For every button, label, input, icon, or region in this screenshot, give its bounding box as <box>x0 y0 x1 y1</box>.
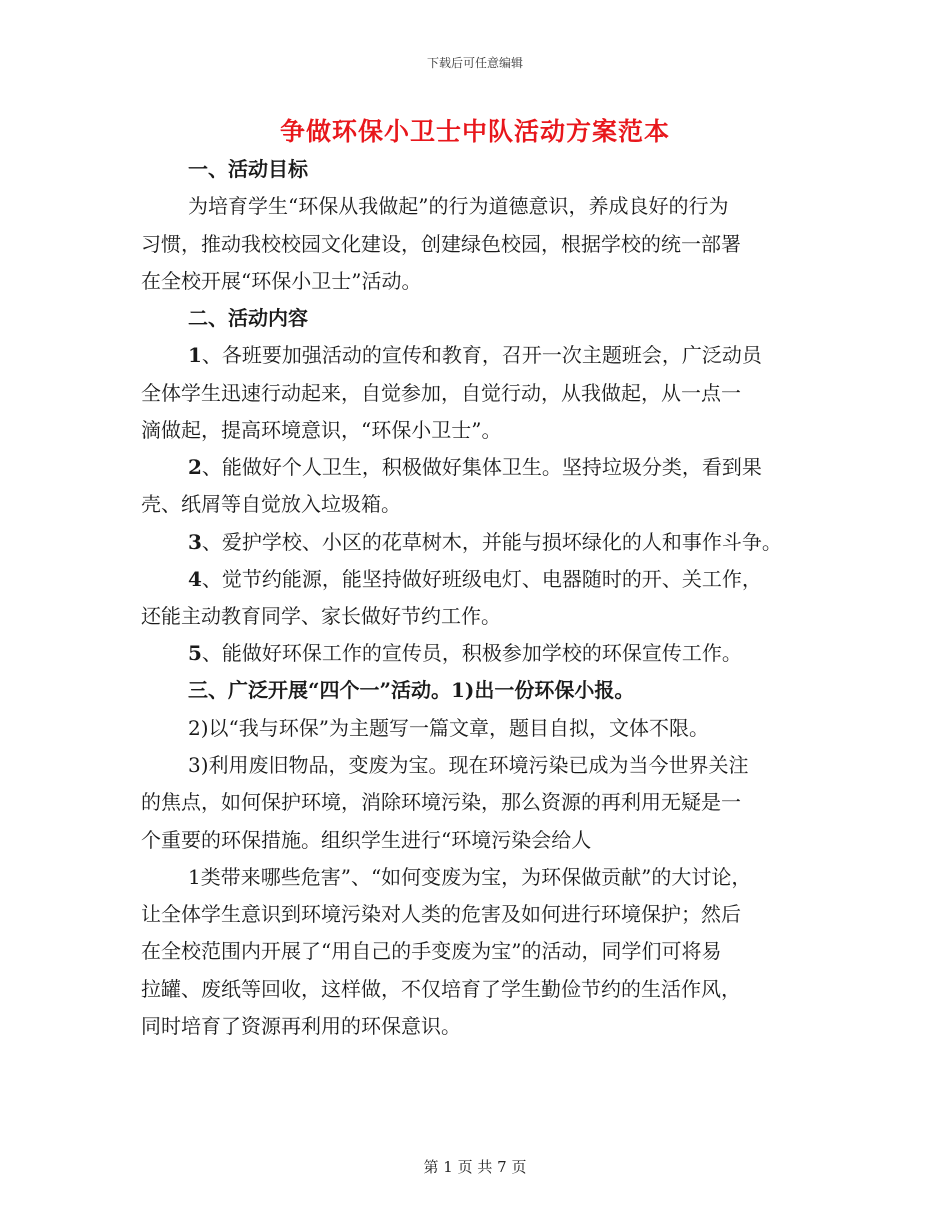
paragraph-line: 还能主动教育同学、家长做好节约工作。 <box>141 604 501 628</box>
list-item-2 <box>188 453 762 481</box>
paragraph-line: 个重要的环保措施。组织学生进行“环境污染会给人 <box>141 828 592 852</box>
item-number: 3 <box>188 530 202 554</box>
item-number: 4 <box>188 567 202 591</box>
list-item-3 <box>188 528 782 556</box>
section-heading-goals: 一、活动目标 <box>188 157 308 181</box>
paragraph-line: 让全体学生意识到环境污染对人类的危害及如何进行环境保护；然后 <box>141 902 741 926</box>
list-item-5 <box>188 639 742 667</box>
paragraph-line: 滴做起，提高环境意识，“环保小卫士”。 <box>141 418 502 442</box>
paragraph-line: 1类带来哪些危害”、“如何变废为宝，为环保做贡献”的大讨论， <box>188 865 752 889</box>
paragraph-line: 在全校范围内开展了“用自己的手变废为宝”的活动，同学们可将易 <box>141 939 722 963</box>
paragraph-line: 3)利用废旧物品，变废为宝。现在环境污染已成为当今世界关注 <box>188 753 749 777</box>
section-heading-content: 二、活动内容 <box>188 306 308 330</box>
list-item-1 <box>188 341 762 369</box>
item-number: 1 <box>188 343 202 367</box>
paragraph-line: 为培育学生“环保从我做起”的行为道德意识，养成良好的行为 <box>188 194 729 218</box>
paragraph-line: 的焦点，如何保护环境，消除环境污染，那么资源的再利用无疑是一 <box>141 790 741 814</box>
section-heading-activities: 三、广泛开展“四个一”活动。1)出一份环保小报。 <box>188 678 635 702</box>
paragraph-line: 壳、纸屑等自觉放入垃圾箱。 <box>141 492 401 516</box>
paragraph-line: 全体学生迅速行动起来，自觉参加，自觉行动，从我做起，从一点一 <box>141 381 741 405</box>
item-number: 5 <box>188 641 202 665</box>
paragraph-line: 2)以“我与环保”为主题写一篇文章，题目自拟，文体不限。 <box>188 716 709 740</box>
item-text: 、能做好个人卫生，积极做好集体卫生。坚持垃圾分类，看到果 <box>201 455 762 479</box>
item-text: 、觉节约能源，能坚持做好班级电灯、电器随时的开、关工作， <box>201 567 762 591</box>
page-footer: 第 1 页 共 7 页 <box>423 1158 527 1176</box>
list-item-4 <box>188 565 762 593</box>
document-title: 争做环保小卫士中队活动方案范本 <box>279 117 670 146</box>
paragraph-line: 拉罐、废纸等回收，这样做，不仅培育了学生勤俭节约的生活作风， <box>141 977 741 1001</box>
paragraph-line: 习惯，推动我校校园文化建设，创建绿色校园，根据学校的统一部署 <box>141 232 741 256</box>
item-number: 2 <box>188 455 202 479</box>
paragraph-line: 同时培育了资源再利用的环保意识。 <box>141 1014 461 1038</box>
item-text: 、能做好环保工作的宣传员，积极参加学校的环保宣传工作。 <box>201 641 742 665</box>
item-text: 、各班要加强活动的宣传和教育，召开一次主题班会，广泛动员 <box>201 343 762 367</box>
item-text: 、爱护学校、小区的花草树木，并能与损坏绿化的人和事作斗争。 <box>201 530 782 554</box>
header-note: 下载后可任意编辑 <box>426 56 523 70</box>
paragraph-line: 在全校开展“环保小卫士”活动。 <box>141 269 422 293</box>
